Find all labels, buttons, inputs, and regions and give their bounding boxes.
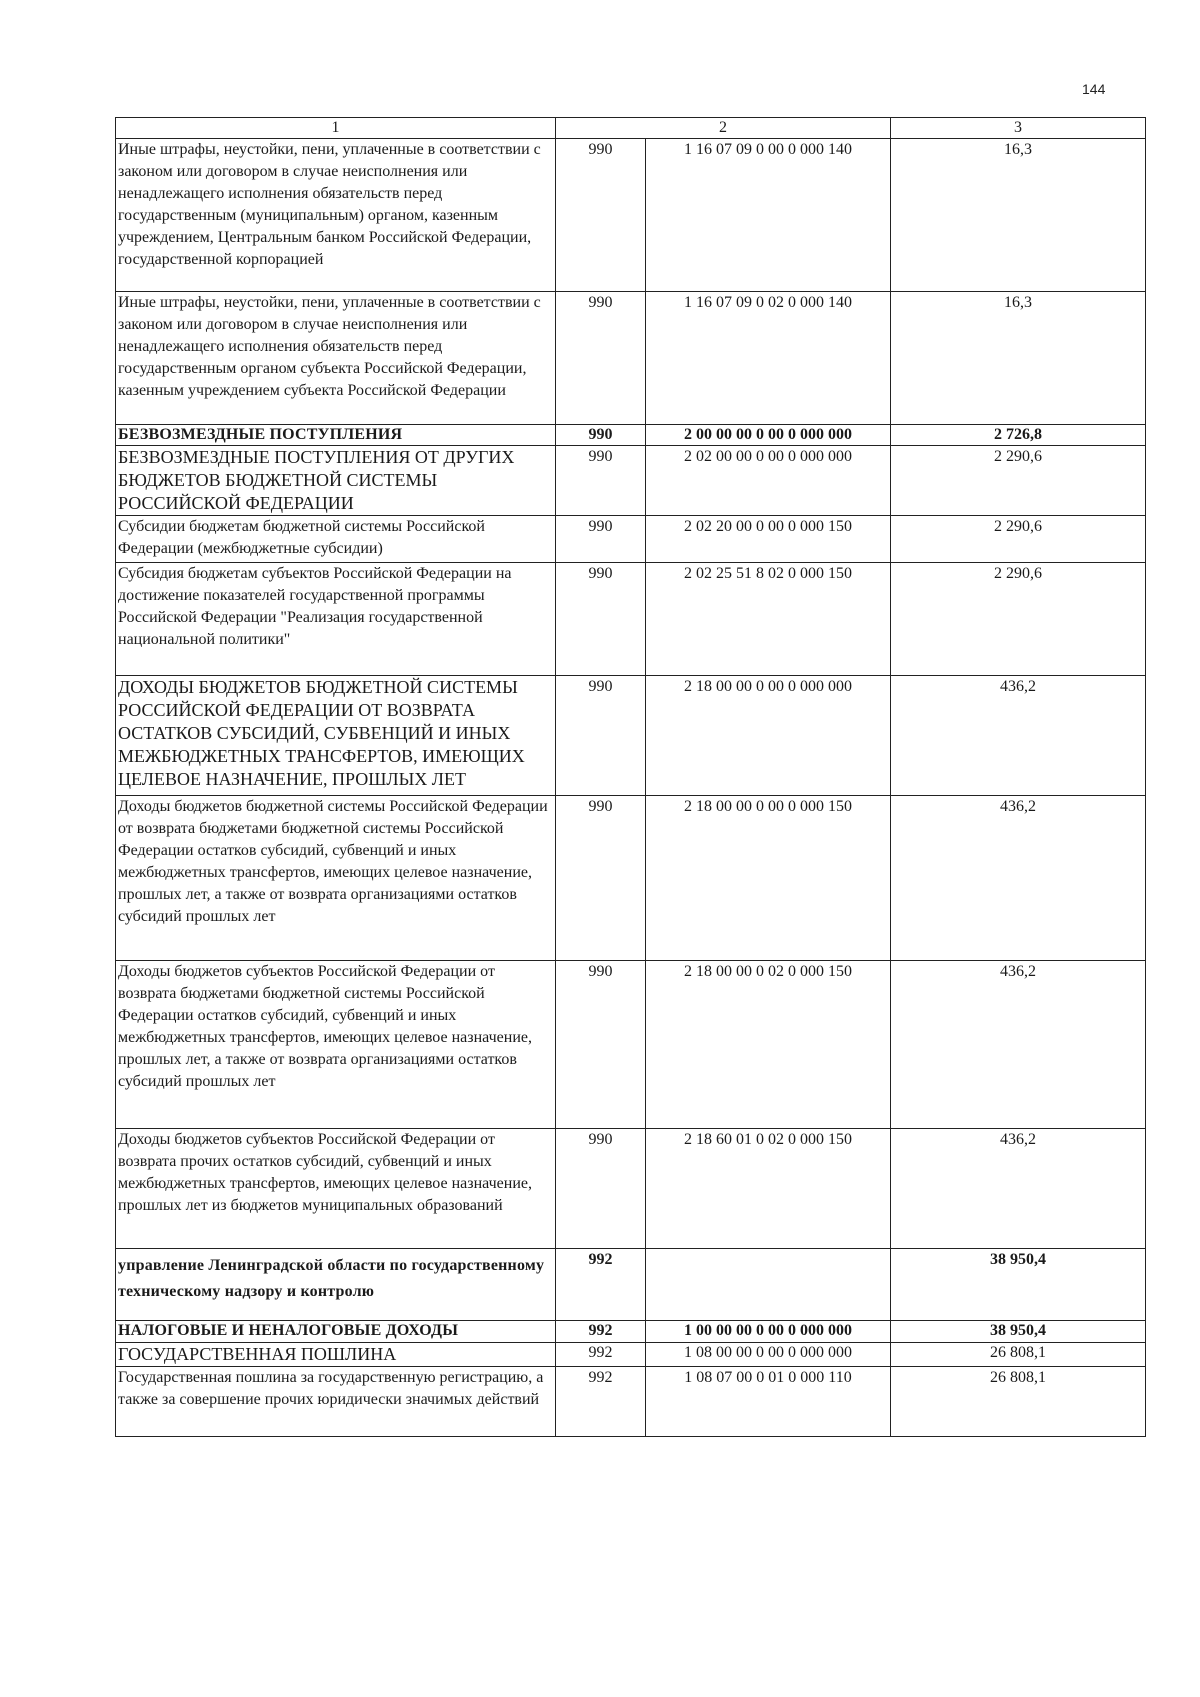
row-amount: 26 808,1	[891, 1343, 1146, 1367]
table-row	[116, 676, 1146, 796]
table-row	[116, 1129, 1146, 1249]
row-name: Субсидия бюджетам субъектов Российской Федерации на достижение показателей государственной программы Российской Федерации "Реализация государственной национальной политики"	[116, 563, 556, 676]
row-budget-code: 1 16 07 09 0 00 0 000 140	[646, 139, 891, 292]
row-admin-code: 990	[556, 516, 646, 563]
row-amount: 436,2	[891, 961, 1146, 1129]
table-row	[116, 516, 1146, 563]
header-col-3: 3	[891, 118, 1146, 139]
row-amount: 16,3	[891, 139, 1146, 292]
row-amount: 436,2	[891, 796, 1146, 961]
row-name: Доходы бюджетов субъектов Российской Федерации от возврата прочих остатков субсидий, субвенций и иных межбюджетных трансфертов, имеющих целевое назначение, прошлых лет из бюджетов муниципальных образований	[116, 1129, 556, 1249]
row-budget-code: 2 00 00 00 0 00 0 000 000	[646, 425, 891, 446]
row-admin-code: 990	[556, 961, 646, 1129]
table-row	[116, 1367, 1146, 1437]
revenue-table	[115, 117, 1146, 1437]
row-amount: 16,3	[891, 292, 1146, 425]
row-amount: 436,2	[891, 1129, 1146, 1249]
row-admin-code: 990	[556, 292, 646, 425]
row-amount: 2 290,6	[891, 563, 1146, 676]
row-admin-code: 992	[556, 1343, 646, 1367]
row-name: ДОХОДЫ БЮДЖЕТОВ БЮДЖЕТНОЙ СИСТЕМЫ РОССИЙСКОЙ ФЕДЕРАЦИИ ОТ ВОЗВРАТА ОСТАТКОВ СУБСИДИЙ, СУБВЕНЦИЙ И ИНЫХ МЕЖБЮДЖЕТНЫХ ТРАНСФЕРТОВ, ИМЕЮЩИХ ЦЕЛЕВОЕ НАЗНАЧЕНИЕ, ПРОШЛЫХ ЛЕТ	[116, 676, 556, 796]
row-budget-code: 2 18 60 01 0 02 0 000 150	[646, 1129, 891, 1249]
row-amount: 2 290,6	[891, 446, 1146, 516]
header-row	[116, 118, 1146, 139]
row-budget-code: 2 18 00 00 0 02 0 000 150	[646, 961, 891, 1129]
page-number: 144	[1082, 81, 1106, 97]
row-admin-code: 990	[556, 1129, 646, 1249]
row-name: Субсидии бюджетам бюджетной системы Российской Федерации (межбюджетные субсидии)	[116, 516, 556, 563]
row-name: Государственная пошлина за государственную регистрацию, а также за совершение прочих юридически значимых действий	[116, 1367, 556, 1437]
table-row	[116, 1343, 1146, 1367]
row-amount: 38 950,4	[891, 1321, 1146, 1343]
table-row	[116, 1249, 1146, 1321]
header-col-1: 1	[116, 118, 556, 139]
table-row	[116, 446, 1146, 516]
row-budget-code: 2 02 25 51 8 02 0 000 150	[646, 563, 891, 676]
row-name: ГОСУДАРСТВЕННАЯ ПОШЛИНА	[116, 1343, 556, 1367]
row-amount: 26 808,1	[891, 1367, 1146, 1437]
table-row	[116, 961, 1146, 1129]
row-budget-code: 2 02 00 00 0 00 0 000 000	[646, 446, 891, 516]
row-name: Иные штрафы, неустойки, пени, уплаченные в соответствии с законом или договором в случае неисполнения или ненадлежащего исполнения обязательств перед государственным органом субъекта Российской Федерации, казенным учреждением субъекта Российской Федерации	[116, 292, 556, 425]
row-amount: 2 290,6	[891, 516, 1146, 563]
header-col-2: 2	[556, 118, 891, 139]
row-name: БЕЗВОЗМЕЗДНЫЕ ПОСТУПЛЕНИЯ	[116, 425, 556, 446]
row-admin-code: 990	[556, 563, 646, 676]
row-budget-code: 1 08 07 00 0 01 0 000 110	[646, 1367, 891, 1437]
row-budget-code: 2 02 20 00 0 00 0 000 150	[646, 516, 891, 563]
row-name: управление Ленинградской области по государственному техническому надзору и контролю	[116, 1249, 556, 1321]
table-row	[116, 563, 1146, 676]
row-admin-code: 990	[556, 446, 646, 516]
row-admin-code: 990	[556, 425, 646, 446]
row-budget-code: 1 08 00 00 0 00 0 000 000	[646, 1343, 891, 1367]
row-budget-code: 1 16 07 09 0 02 0 000 140	[646, 292, 891, 425]
row-admin-code: 992	[556, 1249, 646, 1321]
row-admin-code: 990	[556, 139, 646, 292]
row-budget-code: 1 00 00 00 0 00 0 000 000	[646, 1321, 891, 1343]
table-row	[116, 425, 1146, 446]
row-budget-code: 2 18 00 00 0 00 0 000 000	[646, 676, 891, 796]
row-name: Доходы бюджетов субъектов Российской Федерации от возврата бюджетами бюджетной системы Российской Федерации остатков субсидий, субвенций и иных межбюджетных трансфертов, имеющих целевое назначение, прошлых лет, а также от возврата организациями остатков субсидий прошлых лет	[116, 961, 556, 1129]
row-name: Доходы бюджетов бюджетной системы Российской Федерации от возврата бюджетами бюджетной системы Российской Федерации остатков субсидий, субвенций и иных межбюджетных трансфертов, имеющих целевое назначение, прошлых лет, а также от возврата организациями остатков субсидий прошлых лет	[116, 796, 556, 961]
row-name: НАЛОГОВЫЕ И НЕНАЛОГОВЫЕ ДОХОДЫ	[116, 1321, 556, 1343]
row-admin-code: 990	[556, 796, 646, 961]
row-amount: 38 950,4	[891, 1249, 1146, 1321]
row-budget-code: 2 18 00 00 0 00 0 000 150	[646, 796, 891, 961]
row-name: БЕЗВОЗМЕЗДНЫЕ ПОСТУПЛЕНИЯ ОТ ДРУГИХ БЮДЖЕТОВ БЮДЖЕТНОЙ СИСТЕМЫ РОССИЙСКОЙ ФЕДЕРАЦИИ	[116, 446, 556, 516]
table-row	[116, 139, 1146, 292]
row-admin-code: 992	[556, 1367, 646, 1437]
row-admin-code: 990	[556, 676, 646, 796]
row-amount: 436,2	[891, 676, 1146, 796]
row-name: Иные штрафы, неустойки, пени, уплаченные в соответствии с законом или договором в случае неисполнения или ненадлежащего исполнения обязательств перед государственным (муниципальным) органом, казенным учреждением, Центральным банком Российской Федерации, государственной корпорацией	[116, 139, 556, 292]
row-admin-code: 992	[556, 1321, 646, 1343]
table-row	[116, 1321, 1146, 1343]
table-row	[116, 292, 1146, 425]
row-amount: 2 726,8	[891, 425, 1146, 446]
row-budget-code	[646, 1249, 891, 1321]
table-row	[116, 796, 1146, 961]
